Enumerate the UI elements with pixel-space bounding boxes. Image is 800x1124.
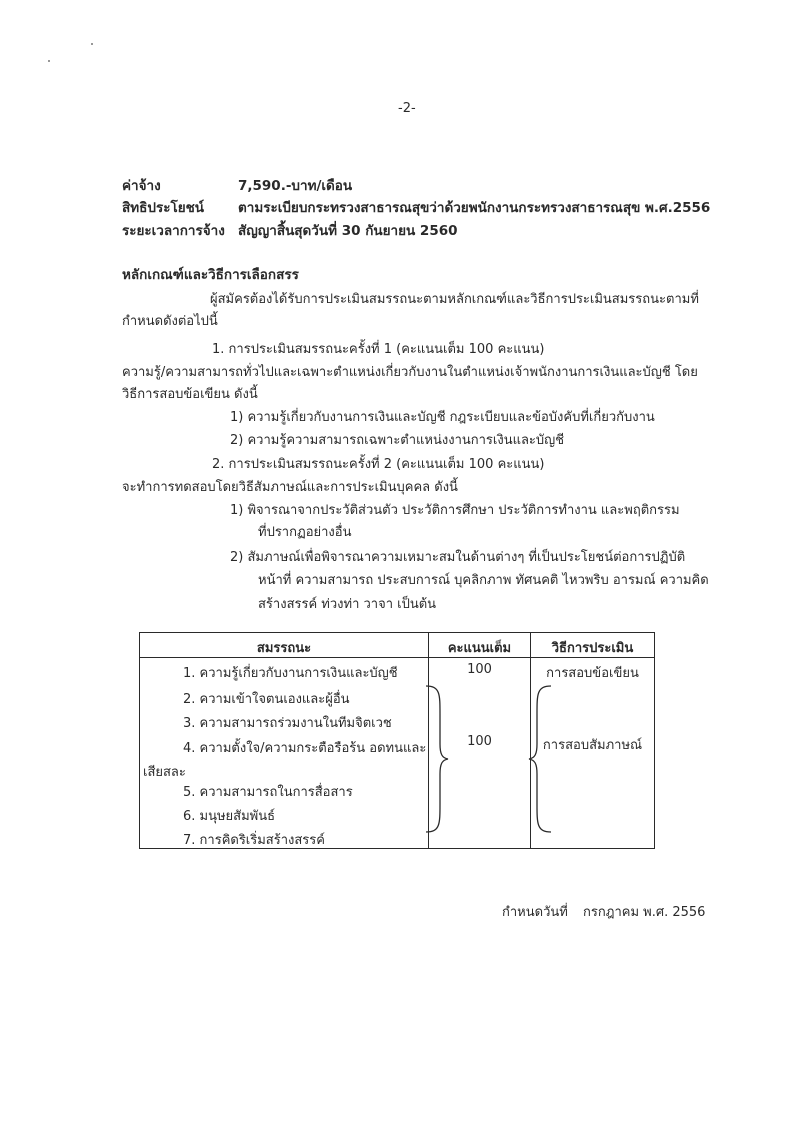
wage-value: 7,590.-บาท/เดือน bbox=[238, 178, 353, 194]
duration-value: สัญญาสิ้นสุดวันที่ 30 กันยายน 2560 bbox=[238, 223, 458, 239]
competency-row: 2. ความเข้าใจตนเองและผู้อื่น bbox=[183, 692, 350, 707]
footer-date-label: กำหนดวันที่ bbox=[502, 905, 568, 920]
competency-row: 7. การคิดริเริ่มสร้างสรรค์ bbox=[183, 833, 325, 848]
table-border-right bbox=[654, 632, 655, 849]
page-number: -2- bbox=[398, 101, 416, 116]
intro-line-1: ผู้สมัครต้องได้รับการประเมินสมรรถนะตามหลักเกณฑ์และวิธีการประเมินสมรรถนะตามที่ bbox=[210, 292, 699, 307]
round2-desc-1: จะทำการทดสอบโดยวิธีสัมภาษณ์และการประเมินบุคคล ดังนี้ bbox=[122, 480, 458, 495]
left-curly-brace-icon bbox=[527, 684, 557, 834]
score-written: 100 bbox=[467, 662, 492, 677]
round2-item-1-line-2: ที่ปรากฏอย่างอื่น bbox=[258, 525, 352, 540]
header-competency: สมรรถนะ bbox=[256, 641, 312, 656]
header-method: วิธีการประเมิน bbox=[551, 641, 634, 656]
round1-heading: 1. การประเมินสมรรถนะครั้งที่ 1 (คะแนนเต็ม 100 คะแนน) bbox=[212, 342, 545, 357]
round2-heading: 2. การประเมินสมรรถนะครั้งที่ 2 (คะแนนเต็ม 100 คะแนน) bbox=[212, 457, 545, 472]
section-title: หลักเกณฑ์และวิธีการเลือกสรร bbox=[122, 267, 299, 283]
benefit-value: ตามระเบียบกระทรวงสาธารณสุขว่าด้วยพนักงานกระทรวงสาธารณสุข พ.ศ.2556 bbox=[238, 200, 711, 216]
round2-item-2-line-2: หน้าที่ ความสามารถ ประสบการณ์ บุคลิกภาพ ทัศนคติ ไหวพริบ อารมณ์ ความคิด bbox=[258, 573, 709, 588]
round1-desc-2: วิธีการสอบข้อเขียน ดังนี้ bbox=[122, 387, 258, 402]
round2-item-2-line-3: สร้างสรรค์ ท่วงท่า วาจา เป็นต้น bbox=[258, 597, 437, 612]
round1-desc-1: ความรู้/ความสามารถทั่วไปและเฉพาะตำแหน่งเกี่ยวกับงานในตำแหน่งเจ้าพนักงานการเงินและบัญชี โดย bbox=[122, 365, 698, 380]
footer-date-value: กรกฎาคม พ.ศ. 2556 bbox=[583, 905, 706, 920]
intro-line-2: กำหนดดังต่อไปนี้ bbox=[122, 314, 218, 329]
round1-item-1: 1) ความรู้เกี่ยวกับงานการเงินและบัญชี กฎระเบียบและข้อบังคับที่เกี่ยวกับงาน bbox=[230, 410, 655, 425]
header-full-score: คะแนนเต็ม bbox=[447, 641, 512, 656]
competency-row: เสียสละ bbox=[143, 765, 186, 780]
right-curly-brace-icon bbox=[420, 684, 450, 834]
competency-row: 3. ความสามารถร่วมงานในทีมจิตเวช bbox=[183, 716, 392, 731]
scan-speck bbox=[48, 60, 50, 62]
benefit-label: สิทธิประโยชน์ bbox=[122, 200, 205, 216]
competency-row: 5. ความสามารถในการสื่อสาร bbox=[183, 785, 353, 800]
competency-row: 1. ความรู้เกี่ยวกับงานการเงินและบัญชี bbox=[183, 666, 398, 681]
competency-row: 6. มนุษยสัมพันธ์ bbox=[183, 809, 276, 824]
scan-speck bbox=[91, 43, 93, 45]
round2-item-2-line-1: 2) สัมภาษณ์เพื่อพิจารณาความเหมาะสมในด้านต่างๆ ที่เป็นประโยชน์ต่อการปฏิบัติ bbox=[230, 550, 686, 565]
round1-item-2: 2) ความรู้ความสามารถเฉพาะตำแหน่งงานการเงินและบัญชี bbox=[230, 433, 565, 448]
competency-row: 4. ความตั้งใจ/ความกระตือรือร้น อดทนและ bbox=[183, 741, 427, 756]
table-border-top bbox=[139, 632, 655, 633]
round2-item-1-line-1: 1) พิจารณาจากประวัติส่วนตัว ประวัติการศึกษา ประวัติการทำงาน และพฤติกรรม bbox=[230, 503, 680, 518]
wage-label: ค่าจ้าง bbox=[122, 178, 161, 194]
table-border-left bbox=[139, 632, 140, 849]
method-interview: การสอบสัมภาษณ์ bbox=[542, 738, 643, 753]
duration-label: ระยะเวลาการจ้าง bbox=[122, 223, 225, 239]
method-written: การสอบข้อเขียน bbox=[546, 666, 639, 681]
score-interview: 100 bbox=[467, 734, 492, 749]
